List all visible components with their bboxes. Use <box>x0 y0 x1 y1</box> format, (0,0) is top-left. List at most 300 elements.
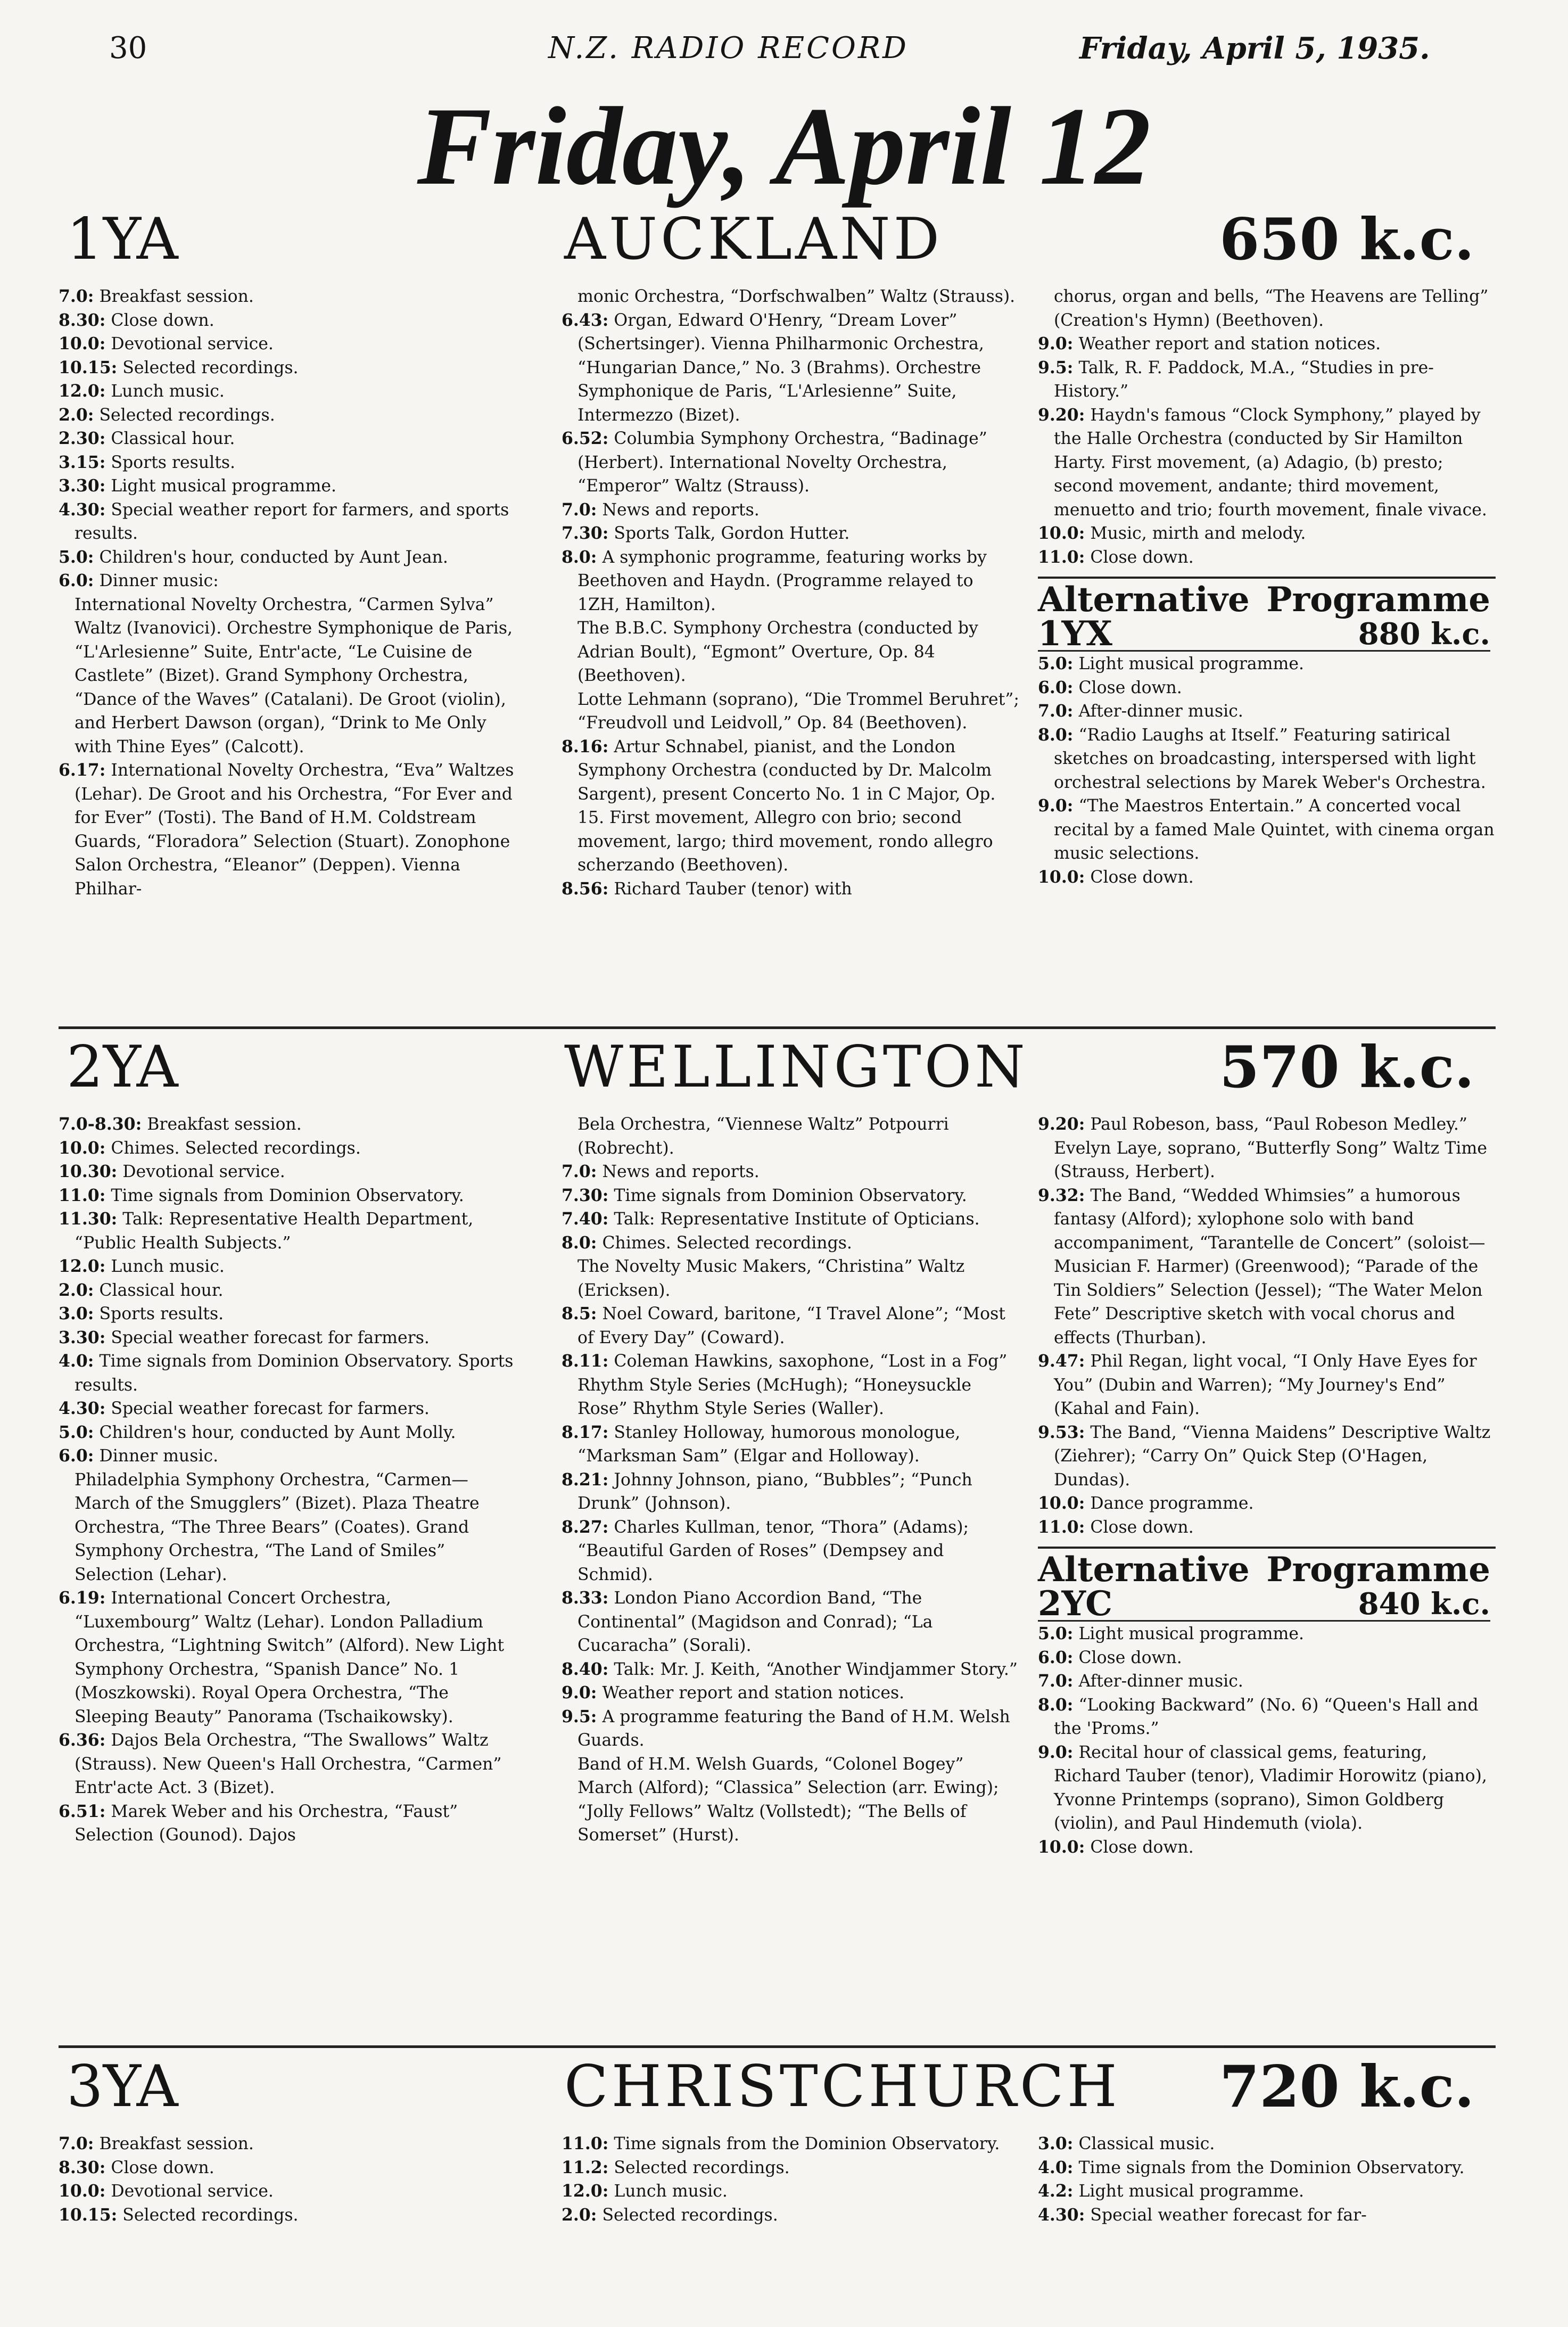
schedule-time: 8.0: <box>1038 1695 1074 1715</box>
station-frequency: 570 k.c. <box>1219 1034 1474 1101</box>
schedule-time: 11.0: <box>1038 1517 1085 1537</box>
station-call: 3YA <box>67 2053 178 2120</box>
schedule-item <box>59 1160 516 1184</box>
schedule-time: 10.0: <box>1038 1837 1085 1857</box>
schedule-item <box>59 285 516 309</box>
alt-label: Alternative <box>1038 1550 1250 1590</box>
schedule-text: Coleman Hawkins, saxophone, “Lost in a Fog” Rhythm Style Series (McHugh); “Honeysuckle Rose” Rhythm Style Series (Waller). <box>577 1352 1008 1418</box>
alternative-programme <box>1038 577 1496 889</box>
schedule-time: 9.5: <box>1038 357 1074 377</box>
section-header <box>59 208 1496 272</box>
schedule-column <box>562 1113 1019 1847</box>
schedule-item <box>562 522 1019 546</box>
schedule-time: 4.30: <box>59 1399 106 1418</box>
schedule-time: 8.27: <box>562 1517 609 1537</box>
schedule-item <box>59 1586 516 1729</box>
schedule-text: Marek Weber and his Orchestra, “Faust” Selection (Gounod). Dajos <box>75 1802 458 1845</box>
alternative-header <box>1038 580 1496 654</box>
schedule-text: Light musical programme. <box>1073 654 1305 673</box>
schedule-item <box>59 1302 516 1326</box>
issue-date: Friday, April 5, 1935. <box>1079 31 1430 66</box>
schedule-time: 9.0: <box>1038 1742 1074 1762</box>
schedule-time: 10.0: <box>59 334 106 353</box>
schedule-item <box>1038 1350 1496 1421</box>
schedule-text: Close down. <box>1085 867 1194 887</box>
schedule-item <box>562 309 1019 427</box>
schedule-text: Sports Talk, Gordon Hutter. <box>608 524 850 543</box>
schedule-item <box>562 1207 1019 1231</box>
schedule-text: Special weather forecast for far- <box>1085 2205 1367 2225</box>
schedule-time: 10.30: <box>59 1162 118 1181</box>
schedule-time: 10.0: <box>59 2181 106 2201</box>
schedule-text: Children's hour, conducted by Aunt Molly. <box>94 1422 456 1442</box>
schedule-item <box>59 1397 516 1421</box>
alt-schedule-list <box>1038 652 1496 889</box>
schedule-text: Light musical programme. <box>1073 2182 1305 2201</box>
schedule-item <box>59 1800 516 1847</box>
schedule-time: 9.5: <box>562 1706 597 1726</box>
schedule-time: 11.30: <box>59 1209 118 1229</box>
station-call: 2YA <box>67 1034 178 1100</box>
schedule-item <box>1038 1421 1496 1492</box>
schedule-text: Stanley Holloway, humorous monologue, “Marksman Sam” (Elgar and Holloway). <box>577 1422 961 1466</box>
schedule-text: Time signals from Dominion Observatory. <box>608 1186 967 1205</box>
schedule-text: Breakfast session. <box>94 2134 254 2153</box>
schedule-text: Light musical programme. <box>1073 1624 1305 1643</box>
schedule-time: 9.47: <box>1038 1351 1085 1371</box>
schedule-text: Devotional service. <box>117 1162 285 1181</box>
schedule-text: Time signals from Dominion Observatory. Sports results. <box>75 1352 514 1395</box>
schedule-item <box>59 1421 516 1445</box>
schedule-time: 9.32: <box>1038 1185 1085 1205</box>
schedule-item <box>1038 1622 1496 1646</box>
schedule-text: Lunch music. <box>608 2182 728 2201</box>
schedule-item <box>562 1681 1019 1705</box>
schedule-text: Philadelphia Symphony Orchestra, “Carmen—March of the Smugglers” (Bizet). Plaza Theatre Orchestra, “The Three Bears” (Coates). Grand Symphony Orchestra, “The Land of Smiles” Selection (Lehar). <box>75 1470 480 1584</box>
schedule-item <box>1038 1646 1496 1670</box>
schedule-item <box>1038 1836 1496 1860</box>
schedule-column <box>59 285 516 901</box>
schedule-item <box>562 1231 1019 1255</box>
schedule-item <box>59 2203 516 2227</box>
schedule-time: 3.0: <box>59 1304 94 1323</box>
schedule-text: Johnny Johnson, piano, “Bubbles”; “Punch Drunk” (Johnson). <box>577 1470 972 1513</box>
schedule-text: Selected recordings. <box>608 2158 790 2177</box>
schedule-text: Dinner music: <box>94 571 219 590</box>
schedule-item <box>59 451 516 475</box>
schedule-time: 7.0: <box>1038 1671 1074 1691</box>
page-title: Friday, April 12 <box>417 85 1151 208</box>
schedule-item <box>59 404 516 427</box>
schedule-item <box>1038 356 1496 404</box>
schedule-item <box>59 1255 516 1279</box>
schedule-time: 10.0: <box>1038 523 1085 543</box>
schedule-text: Dinner music. <box>94 1446 219 1466</box>
schedule-time: 3.30: <box>59 476 106 496</box>
section-header <box>59 2055 1496 2119</box>
schedule-item <box>1038 1741 1496 1836</box>
schedule-text: Close down. <box>1085 1837 1194 1857</box>
schedule-item <box>562 1302 1019 1350</box>
schedule-item <box>59 498 516 546</box>
schedule-text: Weather report and station notices. <box>597 1683 905 1703</box>
schedule-text: The Novelty Music Makers, “Christina” Waltz (Ericksen). <box>577 1257 965 1300</box>
schedule-item <box>1038 1184 1496 1350</box>
schedule-text: Talk, R. F. Paddock, M.A., “Studies in pre-History.” <box>1054 358 1434 401</box>
schedule-text: Breakfast session. <box>142 1115 302 1134</box>
schedule-item <box>59 1350 516 1397</box>
schedule-time: 8.21: <box>562 1469 609 1490</box>
schedule-time: 3.15: <box>59 452 106 472</box>
schedule-time: 11.0: <box>1038 547 1085 567</box>
schedule-item <box>59 1137 516 1161</box>
schedule-time: 12.0: <box>59 381 106 401</box>
schedule-item <box>562 2203 1019 2227</box>
schedule-time: 10.15: <box>59 2205 118 2225</box>
alt-station-call: 1YX <box>1038 614 1112 654</box>
schedule-text: A programme featuring the Band of H.M. Welsh Guards. <box>577 1707 1010 1750</box>
schedule-item <box>59 1279 516 1303</box>
schedule-text: Charles Kullman, tenor, “Thora” (Adams); “Beautiful Garden of Roses” (Dempsey and Schmid). <box>577 1517 969 1584</box>
schedule-time: 7.40: <box>562 1209 609 1229</box>
schedule-time: 8.11: <box>562 1351 609 1371</box>
schedule-text: News and reports. <box>597 500 760 520</box>
schedule-item <box>59 1468 516 1587</box>
schedule-text: Selected recordings. <box>94 405 275 425</box>
schedule-item <box>562 1113 1019 1160</box>
page-number: 30 <box>109 31 147 65</box>
schedule-item <box>562 2180 1019 2203</box>
schedule-time: 5.0: <box>1038 654 1074 673</box>
schedule-time: 9.20: <box>1038 405 1085 425</box>
publication-title: N.Z. RADIO RECORD <box>548 31 909 65</box>
alt-station-frequency: 880 k.c. <box>1358 616 1490 652</box>
schedule-text: Band of H.M. Welsh Guards, “Colonel Bogey” March (Alford); “Classica” Selection (arr. Ewing); “Jolly Fellows” Waltz (Vollstedt); “The Bells of Somerset” (Hurst). <box>577 1754 999 1845</box>
schedule-text: Close down. <box>1085 547 1194 567</box>
schedule-text: Organ, Edward O'Henry, “Dream Lover” (Schertsinger). Vienna Philharmonic Orchestra, “Hungarian Dance,” No. 3 (Brahms). Orchestre Symphonique de Paris, “L'Arlesienne” Suite, Intermezzo (Bizet). <box>577 310 984 425</box>
schedule-item <box>59 1113 516 1137</box>
schedule-text: Time signals from Dominion Observatory. <box>105 1186 464 1205</box>
station-city: WELLINGTON <box>564 1034 1028 1100</box>
schedule-time: 9.20: <box>1038 1114 1085 1134</box>
schedule-item <box>59 309 516 333</box>
schedule-time: 2.0: <box>59 405 94 425</box>
schedule-item <box>562 498 1019 522</box>
schedule-item <box>1038 723 1496 795</box>
schedule-item <box>1038 652 1496 676</box>
schedule-text: Dajos Bela Orchestra, “The Swallows” Waltz (Strauss). New Queen's Hall Orchestra, “Carmen” Entr'acte Act. 3 (Bizet). <box>75 1731 502 1797</box>
schedule-item <box>1038 866 1496 890</box>
schedule-time: 11.0: <box>59 1185 106 1205</box>
schedule-time: 9.53: <box>1038 1422 1085 1442</box>
schedule-time: 2.30: <box>59 429 106 448</box>
schedule-item <box>1038 2203 1496 2227</box>
schedule-time: 6.19: <box>59 1588 106 1608</box>
alternative-programme <box>1038 1547 1496 1859</box>
schedule-text: Classical hour. <box>94 1280 224 1300</box>
alternative-header <box>1038 1550 1496 1624</box>
schedule-text: Children's hour, conducted by Aunt Jean. <box>94 547 448 567</box>
schedule-item <box>1038 1113 1496 1184</box>
schedule-text: Artur Schnabel, pianist, and the London Symphony Orchestra (conducted by Dr. Malcolm Sargent), present Concerto No. 1 in C Major, Op. 15. First movement, Allegro con brio; second movement, largo; third movement, rondo allegro scherzando (Beethoven). <box>577 737 996 875</box>
schedule-text: Richard Tauber (tenor) with <box>608 879 852 899</box>
schedule-column <box>562 2132 1019 2227</box>
schedule-text: Breakfast session. <box>94 287 254 306</box>
schedule-time: 8.17: <box>562 1422 609 1442</box>
schedule-item <box>59 1207 516 1255</box>
schedule-item <box>562 1516 1019 1587</box>
schedule-item <box>1038 2180 1496 2203</box>
schedule-time: 12.0: <box>562 2181 609 2201</box>
schedule-time: 7.0: <box>562 499 597 520</box>
schedule-time: 11.0: <box>562 2134 609 2153</box>
schedule-time: 6.0: <box>1038 1647 1074 1667</box>
schedule-text: Close down. <box>105 310 214 330</box>
schedule-column <box>1038 1113 1496 1859</box>
schedule-time: 8.40: <box>562 1659 609 1679</box>
schedule-time: 8.56: <box>562 878 609 899</box>
section-auckland <box>59 208 1496 1022</box>
schedule-time: 5.0: <box>1038 1624 1074 1643</box>
schedule-text: Phil Regan, light vocal, “I Only Have Eyes for You” (Dubin and Warren); “My Journey's End” (Kahal and Fain). <box>1054 1352 1477 1418</box>
schedule-time: 10.0: <box>59 1138 106 1158</box>
schedule-text: The B.B.C. Symphony Orchestra (conducted by Adrian Boult), “Egmont” Overture, Op. 84 (Beethoven). <box>577 619 978 685</box>
alt-label-2: Programme <box>1266 580 1490 620</box>
schedule-item <box>562 1468 1019 1516</box>
schedule-text: Columbia Symphony Orchestra, “Badinage” (Herbert). International Novelty Orchestra, “Emperor” Waltz (Strauss). <box>577 429 987 496</box>
schedule-item <box>562 1255 1019 1302</box>
schedule-text: London Piano Accordion Band, “The Continental” (Magidson and Conrad); “La Cucaracha” (Sorali). <box>577 1589 933 1655</box>
schedule-text: Weather report and station notices. <box>1073 334 1381 353</box>
schedule-item <box>1038 522 1496 546</box>
schedule-item <box>59 332 516 356</box>
schedule-item <box>1038 1670 1496 1693</box>
schedule-text: Recital hour of classical gems, featuring, Richard Tauber (tenor), Vladimir Horowitz (piano), Yvonne Printemps (soprano), Simon Goldberg (violin), and Paul Hindemuth (viola). <box>1054 1742 1487 1833</box>
schedule-item <box>562 1160 1019 1184</box>
schedule-text: “Looking Backward” (No. 6) “Queen's Hall and the 'Proms.” <box>1054 1695 1479 1738</box>
schedule-column <box>1038 2132 1496 2227</box>
schedule-text: Close down. <box>1073 1648 1182 1667</box>
schedule-text: Music, mirth and melody. <box>1085 524 1306 543</box>
schedule-item <box>1038 1492 1496 1516</box>
schedule-time: 5.0: <box>59 1422 94 1442</box>
schedule-text: Talk: Representative Health Department, “Public Health Subjects.” <box>75 1210 474 1253</box>
schedule-text: Paul Robeson, bass, “Paul Robeson Medley.” Evelyn Laye, soprano, “Butterfly Song” Waltz Time (Strauss, Herbert). <box>1054 1115 1488 1181</box>
alt-label-2: Programme <box>1266 1550 1490 1590</box>
schedule-text: Selected recordings. <box>117 2205 299 2225</box>
schedule-column <box>1038 285 1496 889</box>
schedule-time: 8.0: <box>562 547 597 567</box>
schedule-time: 8.16: <box>562 736 609 757</box>
schedule-time: 3.0: <box>1038 2134 1074 2153</box>
schedule-list <box>1038 1113 1496 1539</box>
schedule-item <box>562 735 1019 877</box>
schedule-item <box>59 593 516 759</box>
schedule-time: 4.0: <box>59 1351 94 1371</box>
schedule-item <box>1038 700 1496 723</box>
schedule-text: International Novelty Orchestra, “Carmen Sylva” Waltz (Ivanovici). Orchestre Symphonique de Paris, “L'Arlesienne” Suite, Entr'acte, “Le Cuisine de Castlete” (Bizet). Grand Symphony Orchestra, “Dance of the Waves” (Catalani). De Groot (violin), and Herbert Dawson (organ), “Drink to Me Only with Thine Eyes” (Calcott). <box>75 595 513 757</box>
schedule-text: Special weather forecast for farmers. <box>105 1328 430 1347</box>
schedule-time: 7.30: <box>562 1185 609 1205</box>
schedule-item <box>1038 676 1496 700</box>
schedule-time: 6.0: <box>59 571 94 590</box>
schedule-item <box>1038 332 1496 356</box>
schedule-time: 8.5: <box>562 1304 597 1323</box>
schedule-text: Selected recordings. <box>117 358 299 377</box>
schedule-text: Sports results. <box>105 453 236 472</box>
schedule-time: 4.2: <box>1038 2181 1074 2201</box>
schedule-item <box>59 1729 516 1800</box>
schedule-time: 7.0: <box>562 1162 597 1181</box>
schedule-item <box>59 1444 516 1468</box>
schedule-text: Special weather forecast for farmers. <box>105 1399 430 1418</box>
schedule-text: Close down. <box>1085 1517 1194 1537</box>
alt-schedule-list <box>1038 1622 1496 1859</box>
schedule-item <box>562 427 1019 498</box>
schedule-item <box>1038 2132 1496 2156</box>
schedule-time: 5.0: <box>59 547 94 567</box>
schedule-item <box>562 2132 1019 2156</box>
schedule-text: Chimes. Selected recordings. <box>105 1138 361 1158</box>
schedule-item <box>1038 285 1496 332</box>
schedule-time: 4.30: <box>59 499 106 520</box>
schedule-column <box>59 1113 516 1847</box>
schedule-item <box>562 546 1019 617</box>
schedule-text: Haydn's famous “Clock Symphony,” played by the Halle Orchestra (conducted by Sir Hamilton Harty. First movement, (a) Adagio, (b) presto; second movement, andante; third movement, menuetto and trio; fourth movement, finale vivace. <box>1054 405 1487 520</box>
schedule-text: Chimes. Selected recordings. <box>597 1233 852 1253</box>
schedule-time: 12.0: <box>59 1256 106 1276</box>
schedule-text: Lotte Lehmann (soprano), “Die Trommel Beruhret”; “Freudvoll und Leidvoll,” Op. 84 (Beethoven). <box>577 689 1020 733</box>
alt-station-frequency: 840 k.c. <box>1358 1586 1490 1622</box>
schedule-column <box>59 2132 516 2227</box>
schedule-item <box>59 2156 516 2180</box>
station-frequency: 720 k.c. <box>1219 2053 1474 2120</box>
schedule-time: 11.2: <box>562 2157 609 2177</box>
schedule-text: “The Maestros Entertain.” A concerted vocal recital by a famed Male Quintet, with cinema organ music selections. <box>1054 796 1495 863</box>
schedule-text: International Novelty Orchestra, “Eva” Waltzes (Lehar). De Groot and his Orchestra, “For Ever and for Ever” (Tosti). The Band of H.M. Coldstream Guards, “Floradora” Selection (Stuart). Zonophone Salon Orchestra, “Eleanor” (Deppen). Vienna Philhar- <box>75 761 514 899</box>
schedule-time: 6.51: <box>59 1801 106 1821</box>
schedule-item <box>562 1658 1019 1682</box>
station-city: AUCKLAND <box>564 206 943 273</box>
schedule-text: Time signals from the Dominion Observatory. <box>1073 2158 1465 2177</box>
section-header <box>59 1035 1496 1099</box>
schedule-text: The Band, “Vienna Maidens” Descriptive Waltz (Ziehrer); “Carry On” Quick Step (O'Hagen, Dundas). <box>1054 1422 1491 1490</box>
schedule-time: 2.0: <box>59 1280 94 1300</box>
schedule-item <box>1038 1516 1496 1540</box>
schedule-item <box>1038 794 1496 866</box>
section-divider <box>59 1026 1496 1029</box>
schedule-item <box>1038 2156 1496 2180</box>
schedule-text: Talk: Representative Institute of Opticians. <box>608 1210 980 1229</box>
schedule-text: The Band, “Wedded Whimsies” a humorous fantasy (Alford); xylophone solo with band accompaniment, “Tarantelle de Concert” (soloist—Musician F. Harmer) (Greenwood); “Parade of the Tin Soldiers” Selection (Jessel); “The Water Melon Fete” Descriptive sketch with vocal chorus and effects (Thurban). <box>1054 1186 1486 1347</box>
schedule-text: chorus, organ and bells, “The Heavens are Telling” (Creation's Hymn) (Beethoven). <box>1054 287 1489 330</box>
schedule-time: 7.0: <box>59 286 94 306</box>
schedule-item <box>59 380 516 404</box>
schedule-time: 9.0: <box>1038 796 1074 816</box>
schedule-item <box>59 569 516 593</box>
schedule-text: Classical hour. <box>105 429 235 448</box>
schedule-item <box>562 877 1019 901</box>
schedule-item <box>59 474 516 498</box>
schedule-item <box>59 2132 516 2156</box>
schedule-item <box>1038 546 1496 570</box>
schedule-text: Devotional service. <box>105 2182 274 2201</box>
divider <box>1038 1620 1490 1622</box>
schedule-text: International Concert Orchestra, “Luxembourg” Waltz (Lehar). London Palladium Orchestra, “Lightning Switch” (Alford). New Light Symphony Orchestra, “Spanish Dance” No. 1 (Moszkowski). Royal Opera Orchestra, “The Sleeping Beauty” Panorama (Tschaikowsky). <box>75 1589 505 1726</box>
schedule-text: Talk: Mr. J. Keith, “Another Windjammer Story.” <box>608 1659 1018 1679</box>
schedule-time: 6.36: <box>59 1730 106 1750</box>
schedule-text: monic Orchestra, “Dorfschwalben” Waltz (Strauss). <box>577 287 1016 306</box>
schedule-time: 6.0: <box>59 1446 94 1466</box>
section-christchurch <box>59 2055 1496 2300</box>
schedule-time: 3.30: <box>59 1327 106 1347</box>
schedule-time: 6.0: <box>1038 677 1074 697</box>
schedule-item <box>562 1350 1019 1421</box>
station-call: 1YA <box>67 206 178 273</box>
schedule-item <box>59 759 516 901</box>
schedule-time: 8.33: <box>562 1588 609 1608</box>
schedule-time: 8.0: <box>562 1232 597 1253</box>
schedule-time: 6.43: <box>562 310 609 330</box>
schedule-item <box>562 2156 1019 2180</box>
schedule-item <box>59 1326 516 1350</box>
schedule-item <box>59 1184 516 1208</box>
schedule-item <box>562 1753 1019 1847</box>
schedule-text: Lunch music. <box>105 382 225 401</box>
schedule-text: After-dinner music. <box>1073 1672 1243 1691</box>
schedule-item <box>59 356 516 380</box>
schedule-item <box>562 285 1019 309</box>
alt-label: Alternative <box>1038 580 1250 620</box>
schedule-item <box>1038 404 1496 522</box>
schedule-text: Selected recordings. <box>597 2205 778 2225</box>
schedule-text: Special weather report for farmers, and sports results. <box>75 500 509 543</box>
schedule-time: 7.0: <box>1038 701 1074 721</box>
schedule-time: 4.30: <box>1038 2205 1085 2225</box>
schedule-text: Close down. <box>105 2158 214 2177</box>
schedule-item <box>59 546 516 570</box>
station-city: CHRISTCHURCH <box>564 2053 1120 2120</box>
schedule-time: 9.0: <box>562 1683 597 1703</box>
alt-station-call: 2YC <box>1038 1584 1113 1624</box>
schedule-text: Close down. <box>1073 678 1182 697</box>
schedule-time: 8.30: <box>59 2157 106 2177</box>
schedule-item <box>562 1586 1019 1658</box>
schedule-time: 2.0: <box>562 2205 597 2225</box>
schedule-text: Devotional service. <box>105 334 274 353</box>
schedule-item <box>562 1705 1019 1753</box>
schedule-time: 10.0: <box>1038 1493 1085 1513</box>
schedule-time: 7.0: <box>59 2134 94 2153</box>
schedule-item <box>562 616 1019 688</box>
schedule-time: 6.17: <box>59 760 106 780</box>
schedule-item <box>562 688 1019 735</box>
schedule-time: 7.30: <box>562 523 609 543</box>
schedule-text: Lunch music. <box>105 1257 225 1276</box>
schedule-text: Noel Coward, baritone, “I Travel Alone”; “Most of Every Day” (Coward). <box>577 1304 1005 1347</box>
schedule-time: 8.0: <box>1038 725 1074 745</box>
schedule-item <box>59 2180 516 2203</box>
divider <box>1038 650 1490 652</box>
schedule-text: Time signals from the Dominion Observatory. <box>608 2134 1000 2153</box>
schedule-text: Light musical programme. <box>105 476 336 496</box>
schedule-time: 10.15: <box>59 357 118 377</box>
schedule-time: 10.0: <box>1038 867 1085 887</box>
schedule-time: 7.0-8.30: <box>59 1114 142 1134</box>
schedule-text: Bela Orchestra, “Viennese Waltz” Potpourri (Robrecht). <box>577 1115 949 1158</box>
schedule-text: After-dinner music. <box>1073 702 1243 721</box>
schedule-time: 6.52: <box>562 429 609 448</box>
